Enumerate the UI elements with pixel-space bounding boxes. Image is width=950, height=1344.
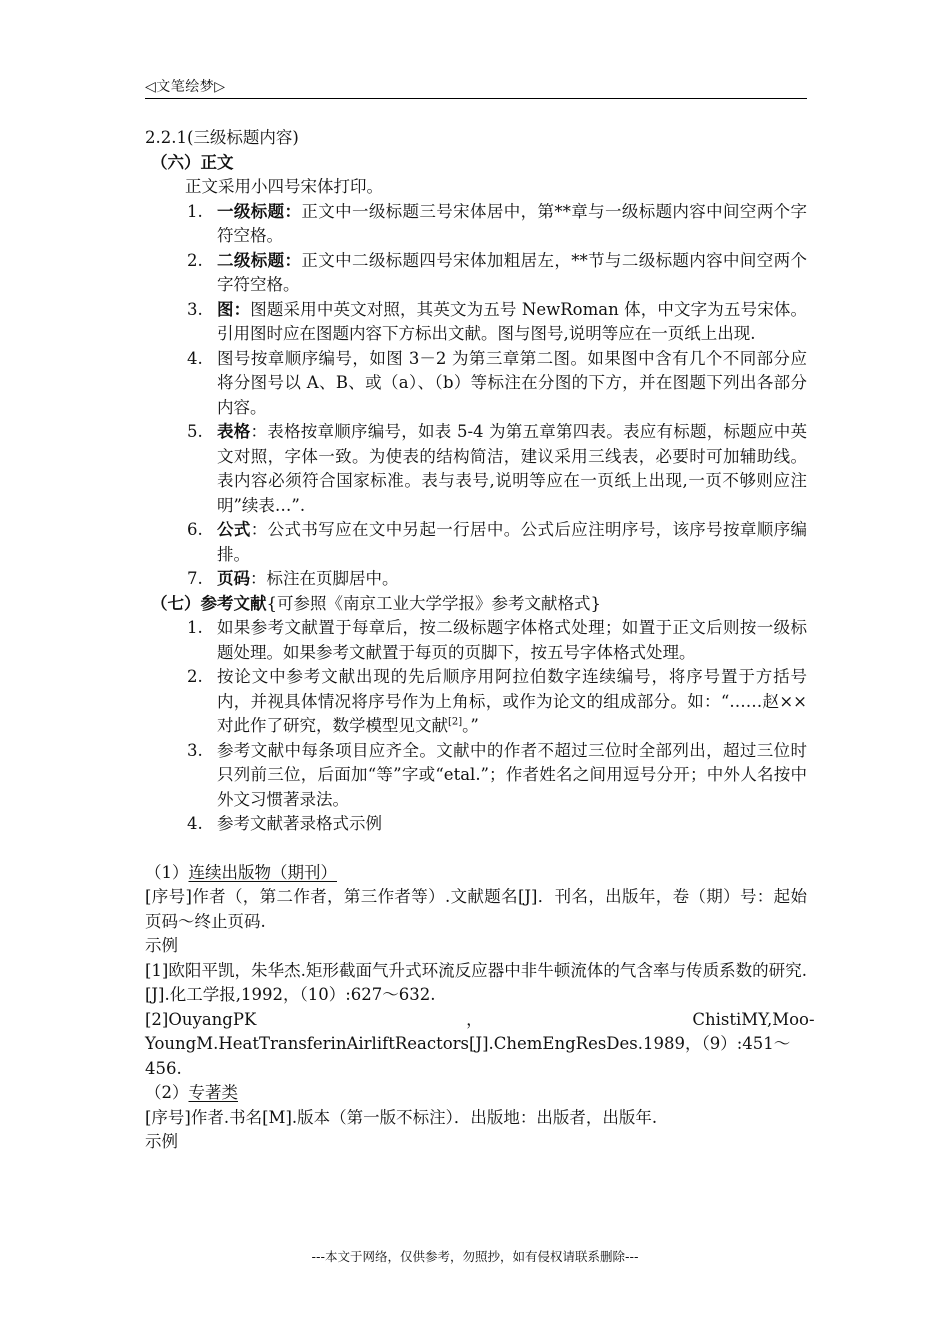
list-item-text: 按论文中参考文献出现的先后顺序用阿拉伯数字连续编号，将序号置于方括号内，并视具体情况将序号作为上角标，或作为论文的组成部分。如：“……赵××对此作了研究，数学模型见文献 [217, 667, 807, 735]
list-number: 2. [187, 667, 203, 686]
page-footer: ---本文于网络，仅供参考，勿照抄，如有侵权请联系删除--- [311, 1249, 639, 1264]
list-item-bold: 公式 [217, 520, 251, 539]
list-number: 3. [187, 740, 203, 760]
reference-2-line-3: 456. [145, 1058, 182, 1078]
section-7-list [145, 616, 807, 837]
section-6-title [151, 151, 807, 176]
list-item [145, 298, 807, 347]
blank-line [145, 837, 807, 861]
list-item-tail: 。” [462, 716, 479, 735]
reference-1: [1]欧阳平凯，朱华杰.矩形截面气升式环流反应器中非牛顿流体的气含率与传质系数的研究.[J].化工学报,1992，（10）:627～632. [145, 960, 807, 1004]
section-6-list [145, 200, 807, 592]
list-item [145, 420, 807, 518]
list-number: 7. [187, 569, 203, 588]
list-item [145, 665, 807, 739]
citation-superscript: [2] [448, 716, 463, 728]
subheading: 2.2.1(三级标题内容) [145, 128, 299, 147]
list-item [145, 249, 807, 298]
list-number: 4. [187, 348, 203, 368]
reference-2-line-1: [2]OuyangPK ， ChistiMY,Moo- [145, 1009, 815, 1029]
list-number: 4. [187, 814, 203, 833]
monograph-prefix: （2） [145, 1083, 189, 1102]
list-item-text: ：表格按章顺序编号，如表 5-4 为第五章第四表。表应有标题，标题应中英文对照，字体一致。为使表的结构简洁，建议采用三线表，必要时可加辅助线。表内容必须符合国家标准。表与表号,说明等应在一页纸上出现,一页不够则应注明”续表…”. [217, 422, 808, 515]
list-item-text: 正文中二级标题四号宋体加粗居左，**节与二级标题内容中间空两个字符空格。 [217, 250, 808, 294]
list-item-bold: 图： [217, 299, 251, 319]
section-7-title-text: （七）参考文献 [151, 593, 267, 613]
section-6-intro: 正文采用小四号宋体打印。 [185, 177, 383, 196]
page-header [145, 72, 807, 99]
list-item-text: 如果参考文献置于每章后，按二级标题字体格式处理；如置于正文后则按一级标题处理。如果参考文献置于每页的页脚下，按五号字体格式处理。 [217, 618, 807, 662]
periodical-prefix: （1） [145, 862, 189, 882]
list-item [145, 347, 807, 421]
list-item-text: 图题采用中英文对照，其英文为五号 NewRoman 体，中文字为五号宋体。引用图时应在图题内容下方标出文献。图与图号,说明等应在一页纸上出现. [217, 299, 807, 343]
list-number: 3. [187, 299, 203, 319]
section-7-title [151, 592, 807, 617]
monograph-format: [序号]作者.书名[M].版本（第一版不标注）．出版地：出版者，出版年. [145, 1107, 658, 1127]
list-number: 1. [187, 201, 203, 221]
list-item-bold: 表格 [217, 422, 251, 441]
list-number: 2. [187, 250, 203, 270]
list-item-text: ：标注在页脚居中。 [250, 569, 399, 588]
list-item-text: 正文中一级标题三号宋体居中，第**章与一级标题内容中间空两个字符空格。 [217, 201, 808, 245]
monograph-example-label: 示例 [145, 1132, 178, 1151]
list-item [145, 518, 807, 567]
periodical-heading [145, 861, 807, 886]
monograph-title: 专著类 [188, 1083, 238, 1102]
list-item-bold: 二级标题： [217, 250, 302, 270]
periodical-title: 连续出版物（期刊） [188, 862, 337, 882]
list-item-text: 参考文献著录格式示例 [217, 814, 382, 833]
list-item-text: ：公式书写应在文中另起一行居中。公式后应注明序号，该序号按章顺序编排。 [217, 520, 808, 564]
monograph-heading [145, 1081, 807, 1106]
periodical-format: [序号]作者（，第二作者，第三作者等）.文献题名[J]．刊名，出版年，卷（期）号：起始页码～终止页码. [145, 887, 807, 931]
list-number: 1. [187, 618, 203, 637]
list-number: 5. [187, 422, 203, 441]
list-item-bold: 页码 [217, 569, 250, 588]
section-7-note: {可参照《南京工业大学学报》参考文献格式} [266, 593, 601, 613]
list-item [145, 616, 807, 665]
list-item-text: 参考文献中每条项目应齐全。文献中的作者不超过三位时全部列出，超过三位时只列前三位，后面加“等”字或“etal.”；作者姓名之间用逗号分开；中外人名按中外文习惯著录法。 [217, 740, 807, 809]
list-item [145, 200, 807, 249]
list-item-text: 图号按章顺序编号，如图 3－2 为第三章第二图。如果图中含有几个不同部分应将分图号以 A、B、或（a）、（b）等标注在分图的下方，并在图题下列出各部分内容。 [217, 348, 807, 417]
periodical-example-label: 示例 [145, 936, 178, 955]
list-item [145, 567, 807, 592]
list-item [145, 739, 807, 813]
list-item [145, 812, 807, 837]
reference-2-line-2: YoungM.HeatTransferinAirliftReactors[J].ChemEngResDes.1989，（9）:451～ [145, 1034, 791, 1053]
list-item-bold: 一级标题： [217, 201, 302, 221]
header-text: ◁文笔绘梦▷ [145, 79, 226, 95]
section-6-title-text: （六）正文 [151, 152, 234, 172]
list-number: 6. [187, 520, 203, 539]
document-body [145, 126, 815, 1155]
